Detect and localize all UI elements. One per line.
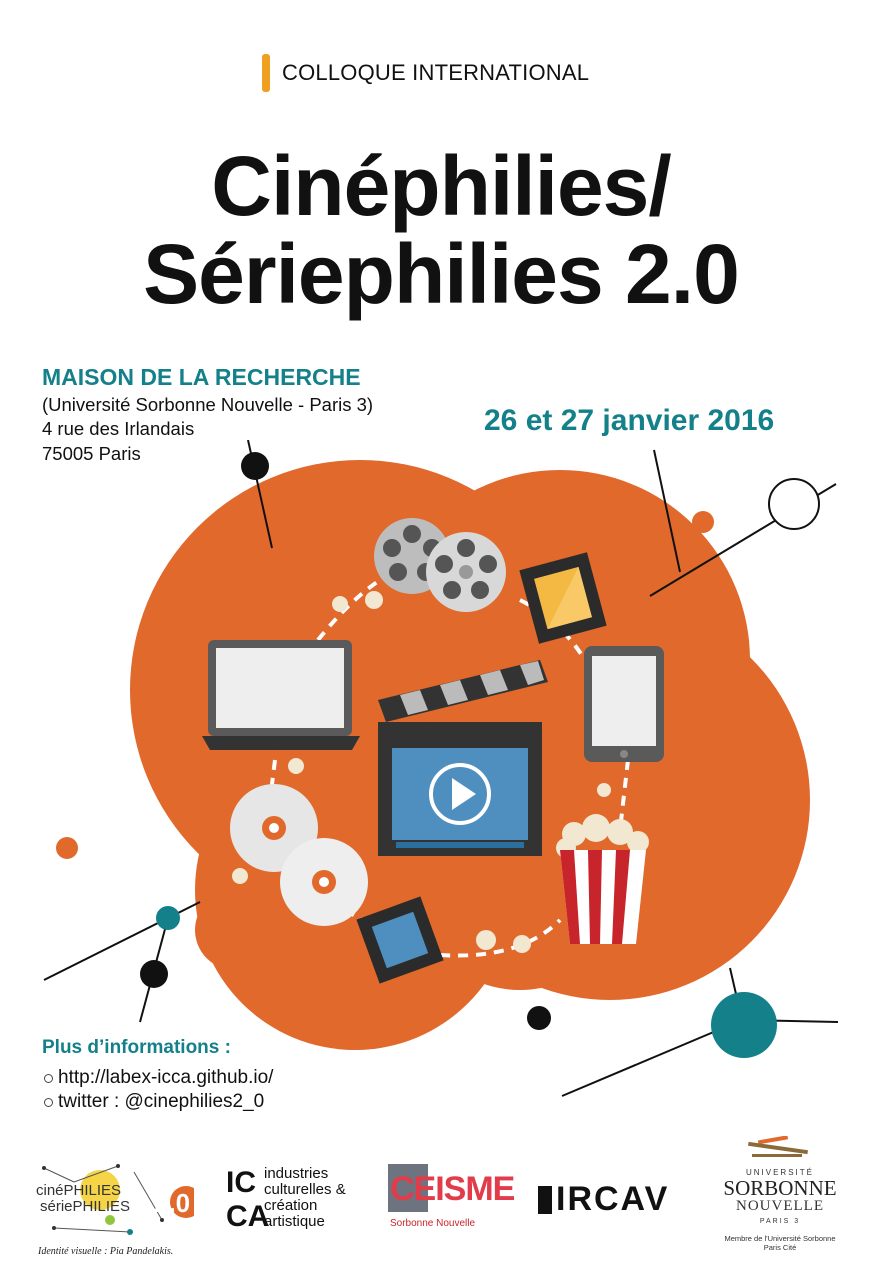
title-line-1: Cinéphilies/ [211, 139, 671, 233]
ircav-logo [538, 1180, 678, 1220]
teal-circle [711, 992, 777, 1058]
sorbonne-name: SORBONNE [723, 1176, 837, 1200]
sorbonne-member-line2: Paris Cité [763, 1243, 797, 1252]
event-kicker: COLLOQUE INTERNATIONAL [282, 60, 590, 85]
cinephilies-line1: cinéPHILIES [36, 1182, 122, 1199]
laptop-icon [202, 640, 360, 750]
kicker-accent-bar [262, 54, 270, 92]
event-date: 26 et 27 janvier 2016 [484, 404, 775, 437]
info-heading: Plus d’informations : [42, 1037, 231, 1058]
visual-identity-credit: Identité visuelle : Pia Pandelakis. [38, 1246, 174, 1257]
black-dot [241, 452, 269, 480]
black-dot [527, 1006, 551, 1030]
venue-university: (Université Sorbonne Nouvelle - Paris 3) [42, 394, 374, 415]
icca-logo [226, 1166, 376, 1238]
orange-dot [56, 837, 78, 859]
sorbonne-logo [712, 1136, 848, 1256]
sorbonne-paris: PARIS 3 [759, 1218, 801, 1225]
popcorn-icon [556, 814, 649, 944]
sorbonne-member-line1: Membre de l'Université Sorbonne [724, 1234, 836, 1243]
ceisme-title: CEISME [390, 1170, 515, 1208]
icca-line2: culturelles & [264, 1181, 346, 1198]
ceisme-logo [388, 1164, 515, 1234]
venue-name: MAISON DE LA RECHERCHE [42, 364, 361, 390]
ircav-film-icon [538, 1186, 552, 1214]
teal-dot [156, 906, 180, 930]
twitter-handle[interactable]: twitter : @cinephilies2_0 [58, 1091, 265, 1112]
ceisme-subtitle: Sorbonne Nouvelle [390, 1218, 476, 1229]
sorbonne-emblem-icon [742, 1136, 818, 1164]
cinephilies-line2: sériePHILIES [40, 1198, 131, 1215]
sorbonne-nouvelle: NOUVELLE [736, 1198, 824, 1214]
title-line-2: Sériephilies 2.0 [143, 227, 739, 321]
cinema-illustration [0, 440, 882, 1110]
ircav-title: IRCAV [556, 1180, 670, 1218]
link-bullet-icon [44, 1074, 53, 1083]
icca-line4: artistique [264, 1213, 325, 1230]
venue-city: 75005 Paris [42, 443, 141, 464]
venue-street: 4 rue des Irlandais [42, 418, 195, 439]
cinephilies-logo [34, 1162, 194, 1238]
orange-dot [692, 511, 714, 533]
icca-letters: IC CA [226, 1166, 270, 1233]
black-dot [140, 960, 168, 988]
link-bullet-icon [44, 1098, 53, 1107]
cinephilies-version: 2.0 [154, 1188, 191, 1218]
icca-line3: création [264, 1197, 318, 1214]
icca-line1: industries [264, 1165, 329, 1182]
hollow-circle [769, 479, 819, 529]
website-link[interactable]: http://labex-icca.github.io/ [58, 1067, 274, 1088]
tablet-icon [584, 646, 664, 762]
sorbonne-university-label: UNIVERSITÉ [745, 1168, 814, 1177]
